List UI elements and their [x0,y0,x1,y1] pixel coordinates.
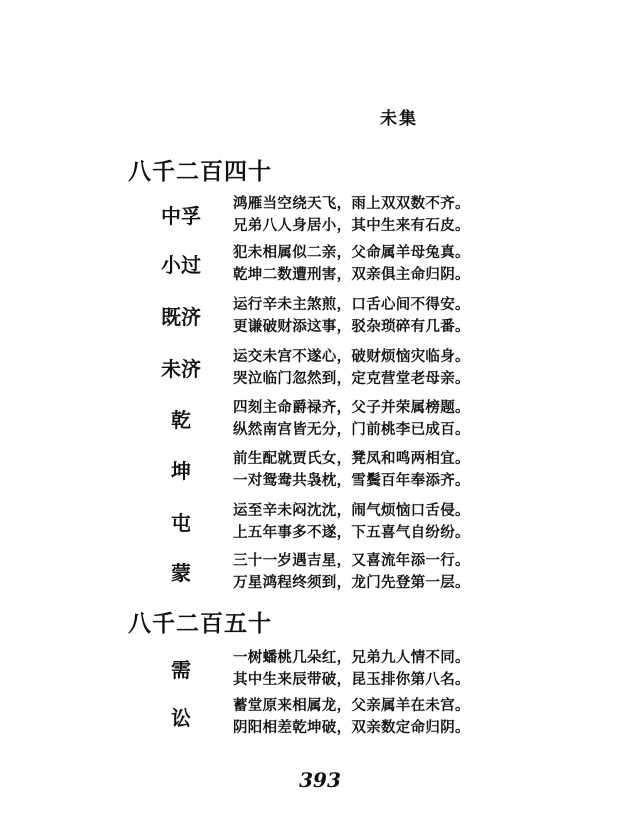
verse-line: 蓄堂原来相属龙，父亲属羊在未宫。 [233,697,470,714]
verse-line: 阴阳相差乾坤破，双亲数定命归阴。 [233,719,470,736]
hexagram-name: 未济 [161,357,201,381]
verse-line: 更谦破财添这事，驳杂琐碎有几番。 [233,318,470,335]
hexagram-name: 蒙 [171,561,191,585]
verse-line: 哭泣临门忽然到，定克营堂老母亲。 [233,370,470,387]
hexagram-name: 小过 [161,253,201,277]
verse-line: 一树蟠桃几朵红，兄弟九人情不同。 [233,649,470,666]
verse-line: 上五年事多不遂，下五喜气自纷纷。 [233,524,470,541]
verse-entry [0,448,640,494]
running-head: 未集 [380,109,418,129]
page-number: 393 [299,768,341,792]
hexagram-name: 讼 [171,706,191,730]
verse-line: 万星鸿程终须到，龙门先登第一层。 [233,574,470,591]
verse-entry [0,242,640,288]
verse-entry [0,193,640,239]
hexagram-name: 既济 [161,305,201,329]
hexagram-name: 屯 [171,511,191,535]
verse-line: 犯未相属似二亲，父命属羊母兔真。 [233,244,470,261]
verse-line: 一对鸳鸯共袅枕，雪鬓百年奉添齐。 [233,472,470,489]
hexagram-name: 坤 [171,459,191,483]
verse-line: 纵然南宫皆无分，门前桃李已成百。 [233,421,470,438]
section-heading: 八千二百四十 [128,158,272,185]
verse-line: 前生配就贾氏女，凳凤和鸣两相宜。 [233,450,470,467]
hexagram-name: 乾 [171,408,191,432]
hexagram-name: 中孚 [161,204,201,228]
hexagram-name: 需 [171,658,191,682]
verse-line: 兄弟八人身居小，其中生来有石皮。 [233,217,470,234]
verse-line: 运行辛未主煞煎，口舌心间不得安。 [233,296,470,313]
verse-line: 乾坤二数遭刑害，双亲俱主命归阴。 [233,266,470,283]
section-heading: 八千二百五十 [128,610,272,637]
verse-entry [0,294,640,340]
verse-line: 三十一岁遇吉星，又喜流年添一行。 [233,552,470,569]
verse-entry [0,695,640,741]
verse-entry [0,550,640,596]
verse-entry [0,647,640,693]
verse-line: 运交未宫不遂心，破财烦恼灾临身。 [233,348,470,365]
verse-line: 四刻主命爵禄齐，父子并荣属榜题。 [233,399,470,416]
verse-entry [0,500,640,546]
verse-line: 运至辛未闷沈沈，闹气烦恼口舌侵。 [233,502,470,519]
verse-line: 鸿雁当空绕天飞，雨上双双数不齐。 [233,195,470,212]
verse-entry [0,397,640,443]
verse-entry [0,346,640,392]
verse-line: 其中生来辰带破，昆玉排你第八名。 [233,671,470,688]
